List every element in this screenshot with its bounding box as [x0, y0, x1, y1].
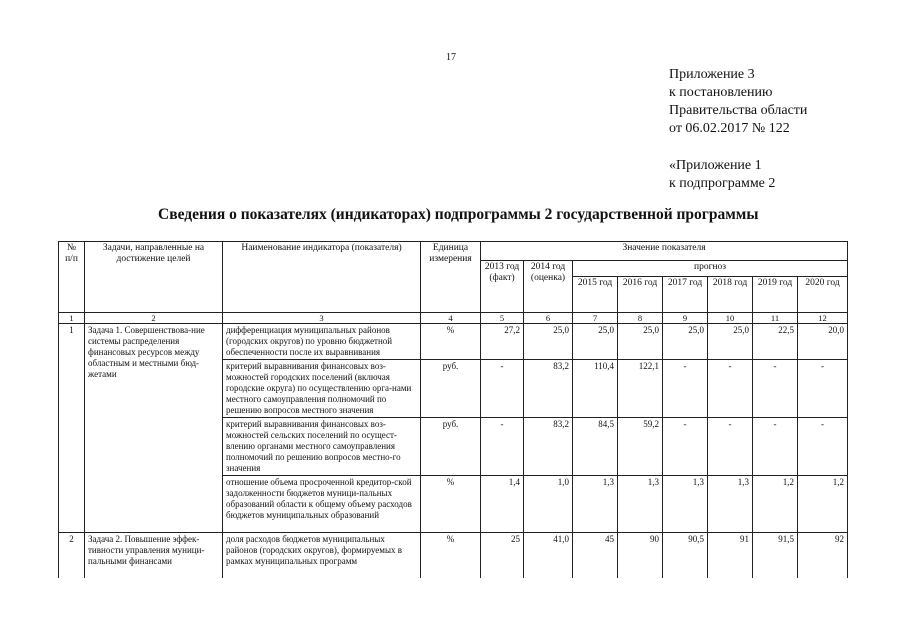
table-row — [59, 533, 848, 578]
indicator-name: отношение объема просроченной кредитор-ской задолженности бюджетов муници-пальных образований области к общему объему расходов бюджетов муниципальных образований — [223, 476, 421, 533]
header-year: 2016 год — [618, 277, 663, 313]
value-cell: 83,2 — [524, 360, 573, 418]
value-cell: - — [663, 360, 708, 418]
value-cell: 1,0 — [524, 476, 573, 533]
value-cell: - — [481, 360, 524, 418]
indicator-unit: руб. — [421, 418, 481, 476]
task-name: Задача 2. Повышение эффек-тивности управления муници-пальными финансами — [85, 533, 223, 578]
value-cell: 84,5 — [573, 418, 618, 476]
value-cell: 20,0 — [798, 324, 848, 360]
column-number: 10 — [708, 313, 753, 324]
column-number: 5 — [481, 313, 524, 324]
value-cell: 1,2 — [753, 476, 798, 533]
value-cell: 25,0 — [708, 324, 753, 360]
value-cell: - — [798, 418, 848, 476]
indicators-table — [58, 241, 848, 578]
header-value: Значение показателя — [481, 242, 848, 261]
value-cell: 110,4 — [573, 360, 618, 418]
task-number: 1 — [59, 324, 85, 533]
value-cell: - — [708, 418, 753, 476]
value-cell: - — [798, 360, 848, 418]
value-cell: 25,0 — [663, 324, 708, 360]
value-cell: - — [663, 418, 708, 476]
column-number: 12 — [798, 313, 848, 324]
value-cell: 22,5 — [753, 324, 798, 360]
value-cell: 45 — [573, 533, 618, 578]
column-number: 2 — [85, 313, 223, 324]
appendix-3-line: к постановлению — [669, 85, 773, 100]
appendix-3-block — [669, 66, 807, 138]
value-cell: 90 — [618, 533, 663, 578]
indicator-unit: % — [421, 533, 481, 578]
value-cell: 1,3 — [663, 476, 708, 533]
indicator-unit: руб. — [421, 360, 481, 418]
page-number: 17 — [446, 52, 456, 63]
indicator-unit: % — [421, 324, 481, 360]
value-cell: 83,2 — [524, 418, 573, 476]
appendix-3-line: от 06.02.2017 № 122 — [669, 121, 790, 136]
value-cell: 91,5 — [753, 533, 798, 578]
column-number: 7 — [573, 313, 618, 324]
header-year: 2018 год — [708, 277, 753, 313]
document-title: Сведения о показателях (индикаторах) подпрограммы 2 государственной программы — [158, 206, 759, 223]
value-cell: - — [753, 418, 798, 476]
header-num: № п/п — [59, 242, 85, 313]
column-number: 6 — [524, 313, 573, 324]
value-cell: 122,1 — [618, 360, 663, 418]
column-number: 11 — [753, 313, 798, 324]
column-number: 9 — [663, 313, 708, 324]
column-number: 3 — [223, 313, 421, 324]
appendix-1-line: к подпрограмме 2 — [669, 176, 776, 191]
task-name: Задача 1. Совершенствова-ние системы распределения финансовых ресурсов между областным и местными бюд-жетами — [85, 324, 223, 533]
value-cell: 91 — [708, 533, 753, 578]
indicator-name: дифференциация муниципальных районов (городских округов) по уровню бюджетной обеспеченности после их выравнивания — [223, 324, 421, 360]
header-year: 2019 год — [753, 277, 798, 313]
header-year: 2017 год — [663, 277, 708, 313]
value-cell: 41,0 — [524, 533, 573, 578]
value-cell: 27,2 — [481, 324, 524, 360]
value-cell: 1,3 — [708, 476, 753, 533]
task-number: 2 — [59, 533, 85, 578]
value-cell: - — [708, 360, 753, 418]
value-cell: 92 — [798, 533, 848, 578]
value-cell: 1,3 — [618, 476, 663, 533]
value-cell: 25,0 — [524, 324, 573, 360]
appendix-3-line: Правительства области — [669, 103, 808, 118]
value-cell: 1,3 — [573, 476, 618, 533]
indicator-name: критерий выравнивания финансовых воз-можностей сельских поселений по осущест-влению органами местного самоуправления полномочий по решению вопросов местно-го значения — [223, 418, 421, 476]
header-forecast: прогноз — [573, 261, 848, 277]
header-year: 2020 год — [798, 277, 848, 313]
appendix-1-block — [669, 157, 775, 193]
value-cell: 59,2 — [618, 418, 663, 476]
value-cell: - — [753, 360, 798, 418]
value-cell: 25 — [481, 533, 524, 578]
appendix-3-line: Приложение 3 — [669, 67, 755, 82]
column-number: 4 — [421, 313, 481, 324]
header-tasks: Задачи, направленные на достижение целей — [85, 242, 223, 313]
header-year-2013: 2013 год (факт) — [481, 261, 524, 313]
table-row — [59, 324, 848, 360]
column-number: 1 — [59, 313, 85, 324]
indicator-name: доля расходов бюджетов муниципальных районов (городских округов), формируемых в рамках муниципальных программ — [223, 533, 421, 578]
value-cell: 90,5 — [663, 533, 708, 578]
column-number: 8 — [618, 313, 663, 324]
value-cell: 1,4 — [481, 476, 524, 533]
indicator-unit: % — [421, 476, 481, 533]
value-cell: 25,0 — [618, 324, 663, 360]
indicator-name: критерий выравнивания финансовых воз-можностей городских поселений (включая городские округа) по осуществлению орга-нами местного самоуправления полномочий по решению вопросов местного значения — [223, 360, 421, 418]
appendix-1-line: «Приложение 1 — [669, 158, 762, 173]
value-cell: - — [481, 418, 524, 476]
header-unit: Единица измерения — [421, 242, 481, 313]
header-year-2014: 2014 год (оценка) — [524, 261, 573, 313]
value-cell: 25,0 — [573, 324, 618, 360]
value-cell: 1,2 — [798, 476, 848, 533]
header-indicator: Наименование индикатора (показателя) — [223, 242, 421, 313]
header-year: 2015 год — [573, 277, 618, 313]
